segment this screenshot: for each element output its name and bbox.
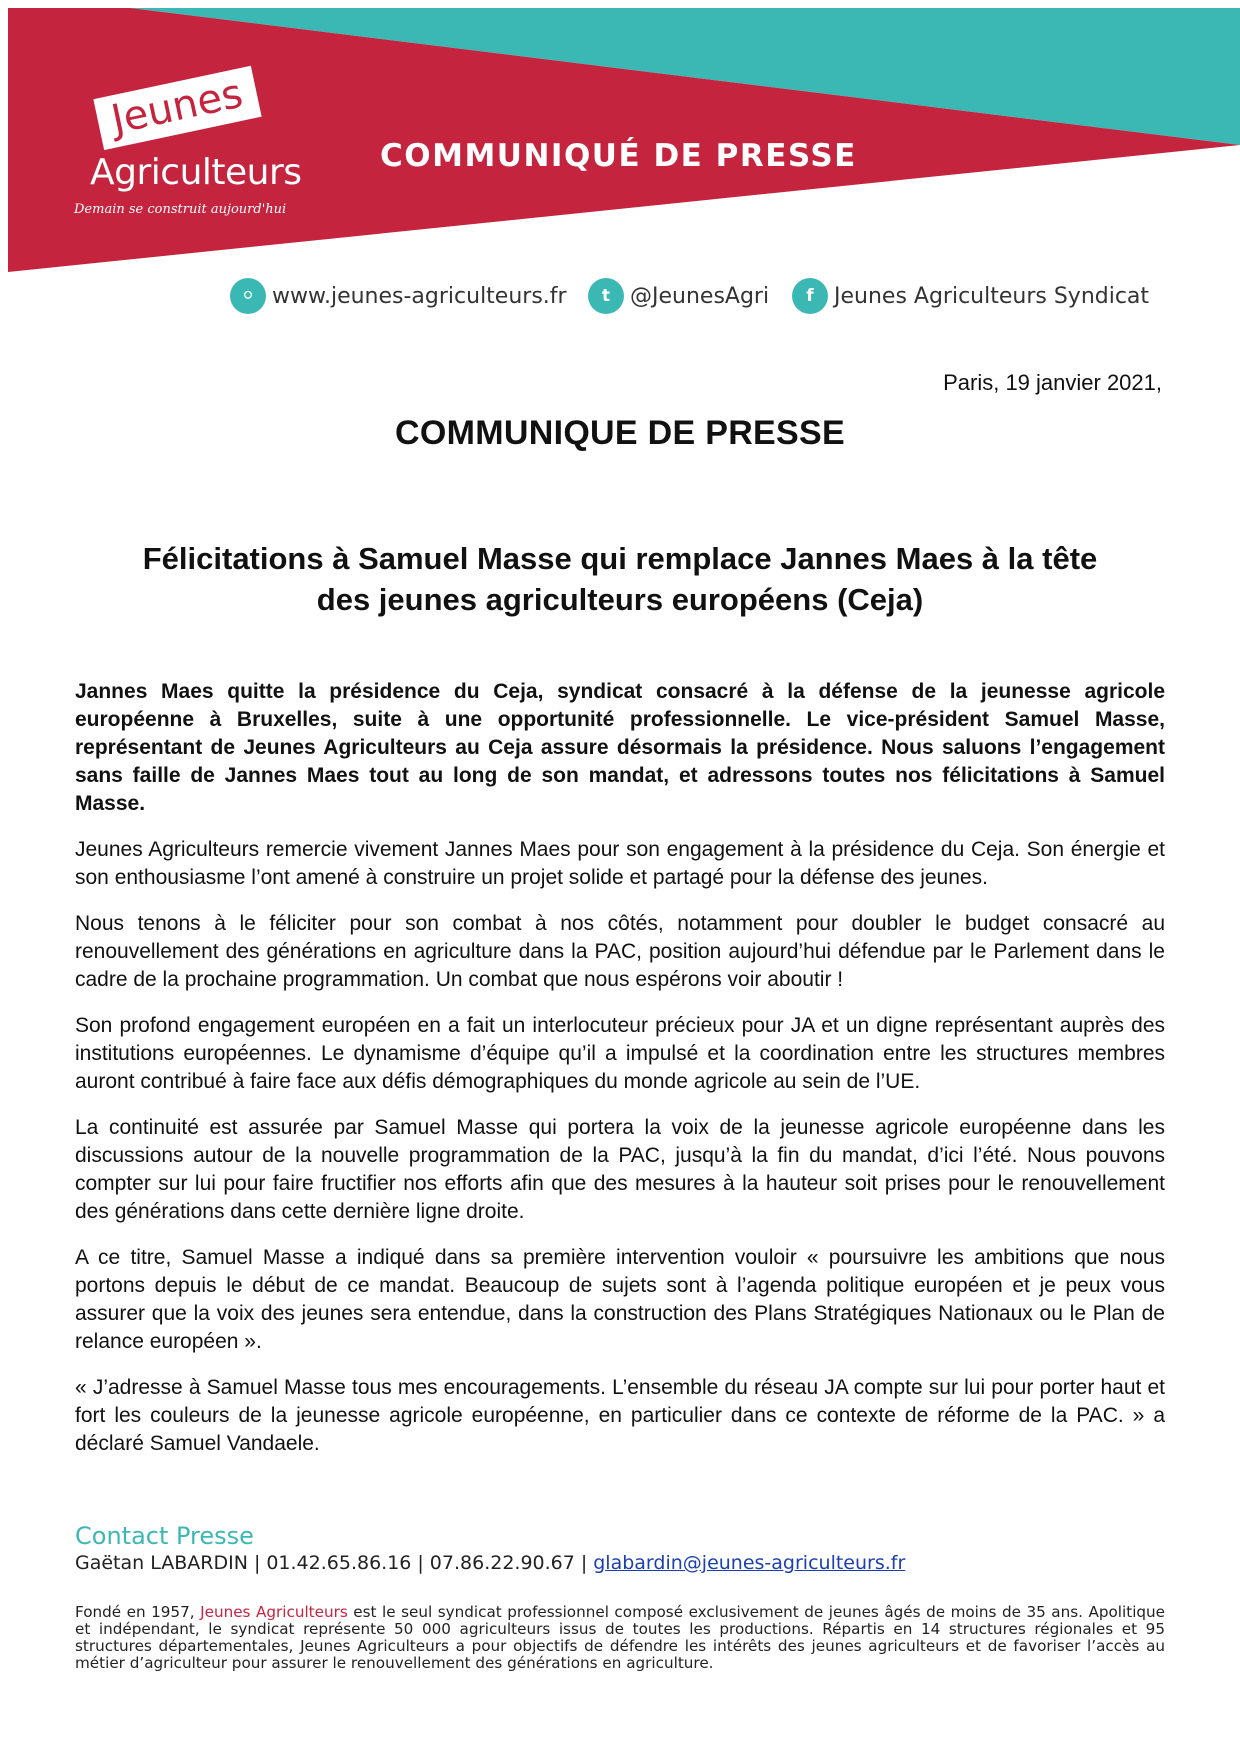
- twitter-link[interactable]: [588, 276, 769, 316]
- logo-word-agriculteurs: Agriculteurs: [90, 152, 302, 193]
- document-title: COMMUNIQUE DE PRESSE: [395, 414, 845, 452]
- logo-word-jeunes: Jeunes: [93, 66, 261, 150]
- lead-paragraph: Jannes Maes quitte la présidence du Ceja, syndicat consacré à la défense de la jeunesse agricole européenne à Bruxelles, suite à une opportunité professionnelle. Le vice-président Samuel Masse, représentant de Jeunes Agriculteurs au Ceja assure désormais la présidence. Nous saluons l’engagement sans faille de Jannes Maes tout au long de son mandat, et adressons toutes nos félicitations à Samuel Masse.: [75, 680, 1165, 815]
- logo-tagline: Demain se construit aujourd'hui: [74, 202, 287, 217]
- body-paragraph: A ce titre, Samuel Masse a indiqué dans sa première intervention vouloir « poursuivre les ambitions que nous portons depuis le début de ce mandat. Beaucoup de sujets sont à l’agenda politique européen et je peux vous assurer que la voix des jeunes sera entendue, dans la construction des Plans Stratégiques Nationaux ou le Plan de relance européen ».: [75, 1246, 1165, 1353]
- body-paragraph: Son profond engagement européen en a fait un interlocuteur précieux pour JA et un digne représentant auprès des institutions européennes. Le dynamisme d’équipe qu’il a impulsé et la coordination entre les structures membres auront contribué à faire face aux défis démographiques du monde agricole au sein de l’UE.: [75, 1014, 1165, 1093]
- press-contact: [75, 1522, 905, 1574]
- separator: |: [253, 1552, 261, 1574]
- contact-phone-1: 01.42.65.86.16: [266, 1552, 412, 1574]
- twitter-text: @JeunesAgri: [630, 283, 770, 309]
- body-paragraph: La continuité est assurée par Samuel Masse qui portera la voix de la jeunesse agricole européenne dans les discussions autour de la nouvelle programmation de la PAC, jusqu’à la fin du mandat, d’ici l’été. Nous pouvons compter sur lui pour faire fructifier nos efforts afin que des mesures à la hauteur soit prises pour le renouvellement des générations dans cette dernière ligne droite.: [75, 1116, 1165, 1223]
- headline-line-2: des jeunes agriculteurs européens (Ceja): [316, 582, 924, 617]
- banner-title: COMMUNIQUÉ DE PRESSE: [380, 138, 857, 174]
- separator: |: [417, 1552, 424, 1574]
- headline: [90, 538, 1150, 620]
- footer-text: est le seul syndicat professionnel composé exclusivement de jeunes âgés de moins de 35 ans. Apolitique et indépendant, le syndicat représente 50 000 agriculteurs issus de toutes les productions. Répartis en 14 structures régionales et 95 structures départementales, Jeunes Agriculteurs a pour objectifs de défendre les intérêts des jeunes agriculteurs et de favoriser l’accès au métier d’agriculteur pour assurer le renouvellement des générations en agriculture.: [75, 1603, 1166, 1672]
- contact-email-link[interactable]: glabardin@jeunes-agriculteurs.fr: [593, 1552, 906, 1574]
- jeunes-agriculteurs-logo[interactable]: [72, 52, 302, 232]
- contact-title: Contact Presse: [75, 1522, 254, 1550]
- header-banner: [0, 0, 1240, 280]
- document-date: Paris, 19 janvier 2021,: [943, 370, 1162, 395]
- body-paragraph: Jeunes Agriculteurs remercie vivement Jannes Maes pour son engagement à la présidence du Ceja. Son énergie et son enthousiasme l’ont amené à construire un projet solide et partagé pour la défense des jeunes.: [75, 838, 1165, 889]
- contact-name: Gaëtan LABARDIN: [75, 1552, 248, 1574]
- website-link[interactable]: [230, 276, 567, 316]
- facebook-link[interactable]: [792, 276, 1149, 316]
- organization-footer: [75, 1604, 1165, 1672]
- contact-details: [75, 1552, 905, 1574]
- facebook-text: Jeunes Agriculteurs Syndicat: [834, 283, 1150, 309]
- separator: |: [580, 1552, 588, 1574]
- footer-org-name: Jeunes Agriculteurs: [200, 1603, 348, 1621]
- twitter-icon: t: [588, 278, 624, 314]
- press-release-body: [75, 678, 1165, 1476]
- globe-icon: ⚪: [230, 278, 266, 314]
- body-paragraph: « J’adresse à Samuel Masse tous mes encouragements. L’ensemble du réseau JA compte sur lui pour porter haut et fort les couleurs de la jeunesse agricole européenne, en particulier dans ce contexte de réforme de la PAC. » a déclaré Samuel Vandaele.: [75, 1376, 1165, 1455]
- headline-line-1: Félicitations à Samuel Masse qui remplace Jannes Maes à la tête: [142, 541, 1098, 576]
- footer-prefix: Fondé en 1957,: [75, 1603, 195, 1621]
- body-paragraph: Nous tenons à le féliciter pour son combat à nos côtés, notamment pour doubler le budget consacré au renouvellement des générations en agriculture dans la PAC, position aujourd’hui défendue par le Parlement dans le cadre de la prochaine programmation. Un combat que nous espérons voir aboutir !: [75, 912, 1165, 991]
- facebook-icon: f: [792, 278, 828, 314]
- contact-phone-2: 07.86.22.90.67: [429, 1552, 575, 1574]
- website-text: www.jeunes-agriculteurs.fr: [272, 283, 567, 309]
